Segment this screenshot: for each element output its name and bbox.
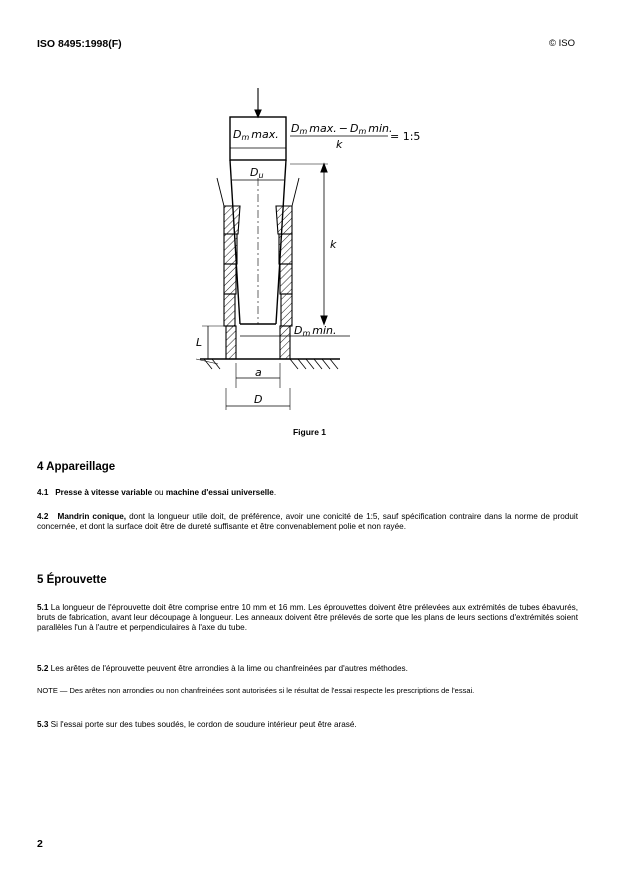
section-4-heading: 4 Appareillage [37, 461, 116, 473]
a-label: a [255, 366, 262, 379]
formula-numerator: Dm max. − Dm min. [291, 122, 393, 136]
note: NOTE — Des arêtes non arrondies ou non chanfreinées sont autorisées si le résultat de l'essai respecte les prescriptions de l'essai. [37, 686, 475, 695]
k-label: k [330, 238, 337, 251]
paragraph-4-1: 4.1 Presse à vitesse variable ou machine d'essai universelle. [37, 488, 277, 497]
formula-denominator: k [336, 138, 343, 151]
paragraph-5-3: 5.3 Si l'essai porte sur des tubes soudés, le cordon de soudure intérieur peut être arasé. [37, 720, 357, 729]
paragraph-4-2: 4.2 Mandrin conique, dont la longueur utile doit, de préférence, avoir une conicité de 1:5, sauf spécification contraire dans la norme de produit concernée, et dont la surface doit être de dureté suffisante et être convenablement polie et non rayée. [37, 512, 578, 531]
paragraph-5-1: 5.1 La longueur de l'éprouvette doit être comprise entre 10 mm et 16 mm. Les éprouvettes doivent être prélevées aux extrémités de tubes ébavurés, bruts de fabrication, avant leur découpage à longueur. Les anneaux doivent être prélevés de sorte que les plans de leurs sections d'extrémités soient parallèles l'un à l'autre et perpendiculaires à l'axe du tube. [37, 603, 578, 632]
formula-ratio: = 1:5 [390, 130, 421, 143]
d-label: D [254, 393, 263, 406]
du-label: Du [250, 166, 264, 180]
mandrel-figure [160, 88, 450, 418]
figure-caption: Figure 1 [292, 427, 327, 437]
l-label: L [196, 336, 203, 349]
dm-max-label: Dm max. [233, 128, 279, 142]
paragraph-5-2: 5.2 Les arêtes de l'éprouvette peuvent être arrondies à la lime ou chanfreinées par d'autres méthodes. [37, 664, 408, 673]
document-id: ISO 8495:1998(F) [37, 38, 122, 50]
copyright: © ISO [548, 38, 575, 49]
dm-min-label: Dm min. [294, 324, 337, 338]
section-5-heading: 5 Éprouvette [37, 574, 107, 586]
page-number: 2 [37, 838, 43, 850]
